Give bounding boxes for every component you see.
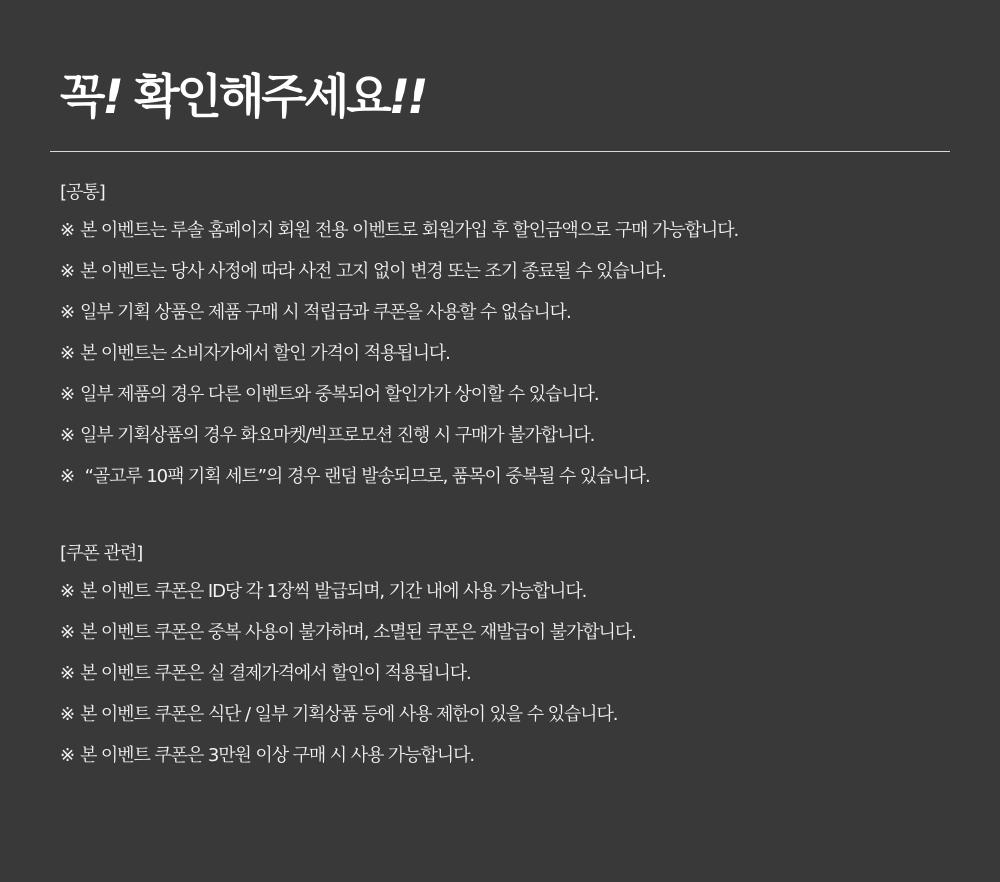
notice-text: 일부 기획 상품은 제품 구매 시 적립금과 쿠폰을 사용할 수 없습니다. <box>79 302 571 323</box>
reference-mark: ※ <box>60 622 74 643</box>
notice-text: 본 이벤트 쿠폰은 3만원 이상 구매 시 사용 가능합니다. <box>79 745 474 766</box>
coupon-notice-section <box>60 537 940 776</box>
page-title <box>60 68 426 128</box>
reference-mark: ※ <box>60 663 74 684</box>
list-item <box>60 735 940 776</box>
common-notice-section <box>60 176 940 497</box>
reference-mark: ※ <box>60 261 74 282</box>
notice-text: 본 이벤트 쿠폰은 실 결제가격에서 할인이 적용됩니다. <box>79 663 471 684</box>
list-item <box>60 612 940 653</box>
list-item <box>60 571 940 612</box>
notice-text: 본 이벤트는 소비자가에서 할인 가격이 적용됩니다. <box>79 343 450 364</box>
coupon-heading: [쿠폰 관련] <box>60 543 143 564</box>
list-item <box>60 653 940 694</box>
title-text: 확인해주세요 <box>120 70 389 125</box>
title-divider <box>50 151 950 152</box>
notice-text: 일부 제품의 경우 다른 이벤트와 중복되어 할인가가 상이할 수 있습니다. <box>79 384 599 405</box>
reference-mark: ※ <box>60 384 74 405</box>
title-exclamations: !! <box>388 70 426 125</box>
reference-mark: ※ <box>60 343 74 364</box>
title-exclamation: ! <box>102 70 121 125</box>
reference-mark: ※ <box>60 581 74 602</box>
list-item <box>60 333 940 374</box>
list-item <box>60 415 940 456</box>
reference-mark: ※ <box>60 220 74 241</box>
notice-text: “골고루 10팩 기획 세트”의 경우 랜덤 발송되므로, 품목이 중복될 수 있습니다. <box>79 466 650 487</box>
list-item <box>60 292 940 333</box>
reference-mark: ※ <box>60 425 74 446</box>
list-item <box>60 694 940 735</box>
notice-text: 본 이벤트는 당사 사정에 따라 사전 고지 없이 변경 또는 조기 종료될 수 있습니다. <box>79 261 666 282</box>
reference-mark: ※ <box>60 466 74 487</box>
notice-text: 본 이벤트는 루솔 홈페이지 회원 전용 이벤트로 회원가입 후 할인금액으로 구매 가능합니다. <box>79 220 739 241</box>
reference-mark: ※ <box>60 745 74 766</box>
list-item <box>60 456 940 497</box>
notice-text: 본 이벤트 쿠폰은 ID당 각 1장씩 발급되며, 기간 내에 사용 가능합니다. <box>79 581 587 602</box>
reference-mark: ※ <box>60 704 74 725</box>
title-main: 꼭 <box>60 70 103 125</box>
common-heading: [공통] <box>60 182 105 203</box>
notice-text: 일부 기획상품의 경우 화요마켓/빅프로모션 진행 시 구매가 불가합니다. <box>79 425 595 446</box>
notice-text: 본 이벤트 쿠폰은 식단 / 일부 기획상품 등에 사용 제한이 있을 수 있습니다. <box>79 704 618 725</box>
list-item <box>60 374 940 415</box>
reference-mark: ※ <box>60 302 74 323</box>
coupon-notice-list <box>60 571 940 776</box>
common-notice-list <box>60 210 940 497</box>
list-item <box>60 251 940 292</box>
notice-text: 본 이벤트 쿠폰은 중복 사용이 불가하며, 소멸된 쿠폰은 재발급이 불가합니다. <box>79 622 636 643</box>
list-item <box>60 210 940 251</box>
